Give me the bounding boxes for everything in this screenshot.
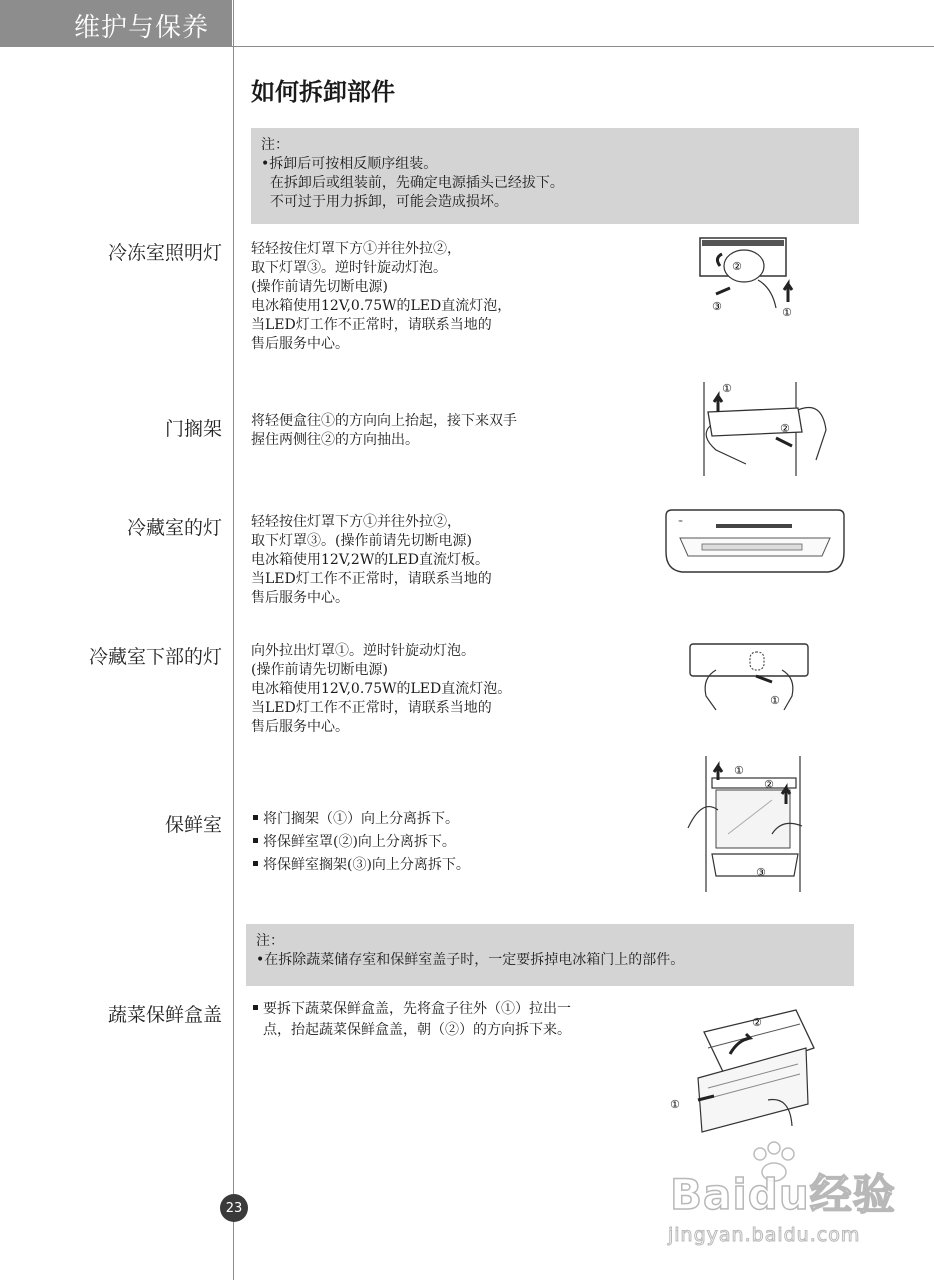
fridge-lower-light-instructions	[251, 642, 511, 737]
callout-3: ③	[756, 866, 766, 879]
note-line: •拆卸后可按相反顺序组装。	[261, 156, 438, 172]
bullet-item: 要拆下蔬菜保鲜盒盖，先将盒子往外（①）拉出一	[253, 999, 571, 1020]
note-line: 不可过于用力拆卸，可能会造成损坏。	[261, 194, 508, 210]
door-shelf-illustration	[700, 380, 830, 478]
text-line: 电冰箱使用12V,2W的LED直流灯板。	[251, 552, 489, 568]
bullet-continuation: 点，抬起蔬菜保鲜盒盖，朝（②）的方向拆下来。	[263, 1022, 571, 1038]
section-label-freezer-light: 冷冻室照明灯	[107, 242, 222, 264]
text-line: 握住两侧往②的方向抽出。	[251, 432, 419, 448]
callout-1: ①	[770, 694, 780, 707]
note-label: 注：	[261, 137, 289, 153]
fresh-room-illustration	[682, 754, 810, 894]
note-box-top	[251, 128, 859, 224]
callout-3: ③	[712, 300, 722, 313]
section-label-vegetable-cover: 蔬菜保鲜盒盖	[107, 1004, 222, 1026]
bullet-item: 将保鲜室罩(②)向上分离拆下。	[253, 831, 470, 854]
callout-2: ②	[764, 778, 774, 791]
text-line: 取下灯罩③。(操作前请先切断电源)	[251, 533, 472, 549]
callout-2: ②	[752, 1016, 762, 1029]
page-title: 如何拆卸部件	[251, 78, 395, 106]
text-line: 售后服务中心。	[251, 336, 349, 352]
header-rule	[232, 46, 934, 47]
text-line: 向外拉出灯罩①。逆时针旋动灯泡。	[251, 643, 475, 659]
callout-1: ①	[722, 382, 732, 395]
note-line: •在拆除蔬菜储存室和保鲜室盖子时，一定要拆掉电冰箱门上的部件。	[256, 952, 685, 968]
section-label-fridge-light: 冷藏室的灯	[126, 517, 222, 539]
page-margin-line	[233, 0, 234, 1280]
callout-1: ①	[782, 306, 792, 319]
section-label-fresh-room: 保鲜室	[164, 814, 222, 836]
note-label: 注：	[256, 933, 284, 949]
note-line: 在拆卸后或组装前，先确定电源插头已经拔下。	[261, 175, 564, 191]
section-label-door-shelf: 门搁架	[164, 418, 222, 440]
text-line: 轻轻按住灯罩下方①并往外拉②，	[251, 241, 461, 257]
page-number: 23	[220, 1194, 248, 1222]
text-line: 将轻便盒往①的方向向上抬起，接下来双手	[251, 413, 517, 429]
callout-1: ①	[670, 1098, 680, 1111]
text-line: 售后服务中心。	[251, 590, 349, 606]
text-line: 取下灯罩③。逆时针旋动灯泡。	[251, 260, 447, 276]
text-line: (操作前请先切断电源)	[251, 662, 388, 678]
callout-1: ①	[734, 764, 744, 777]
vegetable-cover-illustration	[668, 1004, 816, 1140]
callout-2: ②	[780, 422, 790, 435]
text-line: 电冰箱使用12V,0.75W的LED直流灯泡。	[251, 681, 512, 697]
vegetable-cover-steps	[253, 999, 571, 1041]
text-line: (操作前请先切断电源)	[251, 279, 388, 295]
text-line: 当LED灯工作不正常时，请联系当地的	[251, 700, 492, 716]
text-line: 售后服务中心。	[251, 719, 349, 735]
fridge-light-illustration	[662, 508, 848, 578]
text-line: 电冰箱使用12V,0.75W的LED直流灯泡，	[251, 298, 512, 314]
text-line: 轻轻按住灯罩下方①并往外拉②，	[251, 514, 461, 530]
watermark-brand: Baidu经验	[670, 1170, 896, 1219]
baidu-watermark	[662, 1140, 924, 1272]
text-line: 当LED灯工作不正常时，请联系当地的	[251, 317, 492, 333]
bullet-item: 将保鲜室搁架(③)向上分离拆下。	[253, 854, 470, 877]
freezer-light-instructions	[251, 240, 511, 354]
svg-text:≈: ≈	[678, 518, 684, 525]
fridge-light-instructions	[251, 513, 492, 608]
section-label-fridge-lower-light: 冷藏室下部的灯	[88, 646, 222, 668]
note-box-middle	[246, 924, 854, 986]
freezer-light-illustration	[690, 232, 808, 324]
fresh-room-steps	[253, 808, 470, 877]
watermark-url: jingyan.baidu.com	[668, 1224, 861, 1246]
bullet-item: 将门搁架（①）向上分离拆下。	[253, 808, 470, 831]
callout-2: ②	[732, 260, 742, 273]
section-header-title: 维护与保养	[74, 13, 210, 43]
door-shelf-instructions	[251, 412, 517, 450]
section-header-tab	[0, 0, 232, 47]
fridge-lower-light-illustration	[686, 640, 812, 716]
text-line: 当LED灯工作不正常时，请联系当地的	[251, 571, 492, 587]
